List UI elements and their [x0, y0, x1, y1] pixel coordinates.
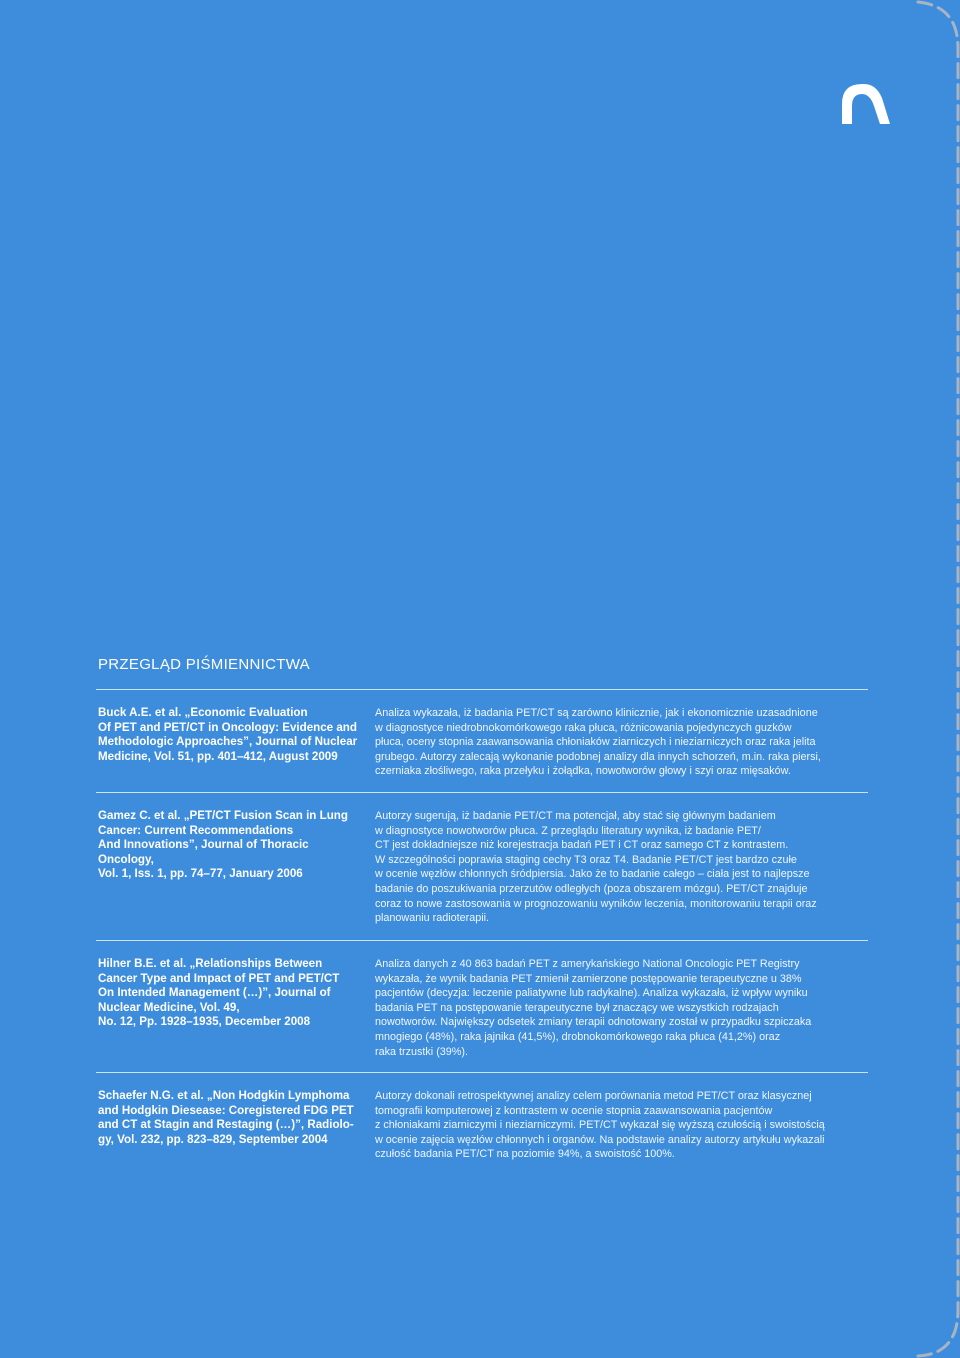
divider: [96, 689, 868, 690]
reference-summary: Analiza wykazała, iż badania PET/CT są zarówno klinicznie, jak i ekonomicznie uzasadnione w diagnostyce niedrobnokomórkowego raka płuca, różnicowania pojedynczych guzków płuca, oceny stopnia zaawansowania chłoniaków ziarniczych i nieziarniczych oraz raka jelita grubego. Autorzy zalecają wykonanie podobnej analizy dla innych schorzeń, m.in. raka piersi, czerniaka złośliwego, raka przełyku i żołądka, nowotworów głowy i szyi oraz mięsaków.: [375, 707, 821, 778]
reference-citation: Hilner B.E. et al. „Relationships Between Cancer Type and Impact of PET and PET/CT On Intended Management (…)”, Journal of Nuclear Medicine, Vol. 49, No. 12, Pp. 1928–1935, December 2008: [98, 957, 340, 1029]
divider: [96, 940, 868, 941]
reference-summary: Autorzy sugerują, iż badanie PET/CT ma potencjał, aby stać się głównym badaniem w diagnostyce nowotworów płuca. Z przeglądu literatury wynika, iż badanie PET/ CT jest dokładniejsze niż korejestracja badań PET i CT oraz samego CT z kontrastem. W szczególności poprawia staging cechy T3 oraz T4. Badanie PET/CT jest bardzo czułe w ocenie węzłów chłonnych śródpiersia. Jako że to badanie całego – ciała jest to najlepsze badanie do poszukiwania przerzutów odległych (poza obszarem mózgu). PET/CT znajduje coraz to nowe zastosowania w prognozowaniu wyników leczenia, monitorowaniu terapii oraz planowaniu radioterapii.: [375, 810, 817, 925]
reference-citation: Schaefer N.G. et al. „Non Hodgkin Lymphoma and Hodgkin Diesease: Coregistered FDG PET and CT at Stagin and Restaging (…)”, Radiolo- gy, Vol. 232, pp. 823–829, September 2004: [98, 1089, 354, 1146]
divider: [96, 792, 868, 793]
reference-citation: Gamez C. et al. „PET/CT Fusion Scan in Lung Cancer: Current Recommendations And Innovations”, Journal of Thoracic Oncology, Vol. 1, Iss. 1, pp. 74–77, January 2006: [98, 809, 348, 881]
section-title: PRZEGLĄD PIŚMIENNICTWA: [98, 656, 310, 673]
reference-summary: Analiza danych z 40 863 badań PET z amerykańskiego National Oncologic PET Registry wykazała, że wynik badania PET zmienił zamierzone postępowanie terapeutyczne u 38% pacjentów (decyzja: leczenie paliatywne lub radykalne). Analiza wykazała, iż wpływ wyniku badania PET na postępowanie terapeutyczne był znaczący we wszystkich rodzajach nowotworów. Największy odsetek zmiany terapii odnotowany został w przypadku szpiczaka mnogiego (48%), raka jajnika (41,5%), drobnokomórkowego raka płuca (41,2%) oraz raka trzustki (39%).: [375, 958, 812, 1058]
brand-logo-icon: [836, 78, 890, 124]
divider: [96, 1072, 868, 1073]
reference-citation: Buck A.E. et al. „Economic Evaluation Of PET and PET/CT in Oncology: Evidence and Methodologic Approaches”, Journal of Nuclear Medicine, Vol. 51, pp. 401–412, August 2009: [98, 706, 358, 763]
reference-summary: Autorzy dokonali retrospektywnej analizy celem porównania metod PET/CT oraz klasycznej tomografii komputerowej z kontrastem w ocenie stopnia zaawansowania pacjentów z chłoniakami ziarniczymi i nieziarniczymi. PET/CT wykazał się wyższą czułością i swoistością w ocenie zajęcia węzłów chłonnych i organów. Na podstawie analizy autorzy artykułu wykazali czułość badania PET/CT na poziomie 94%, a swoistość 100%.: [375, 1090, 825, 1161]
